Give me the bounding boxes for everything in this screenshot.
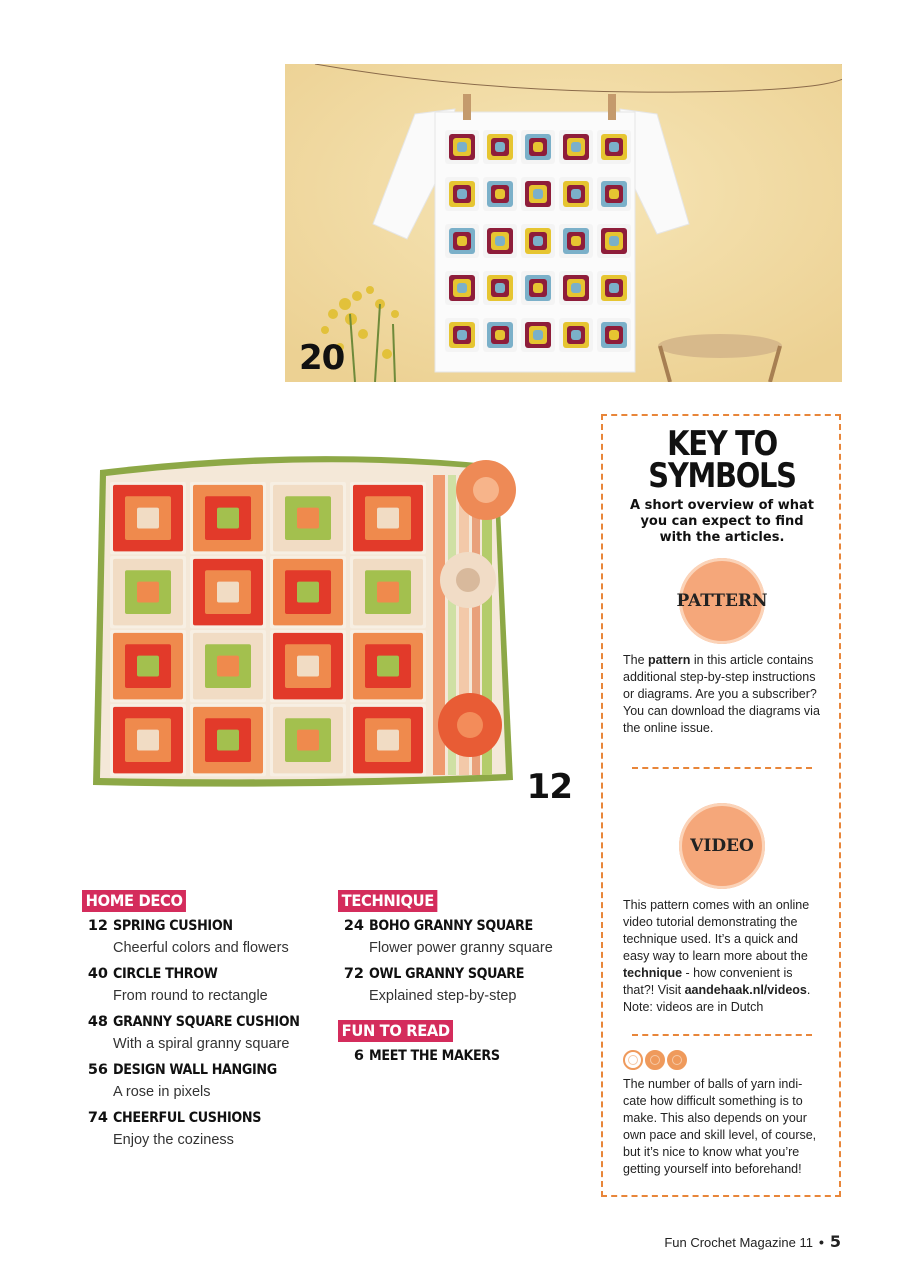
toc-description: Cheerful colors and flowers (113, 940, 289, 956)
toc-entry[interactable] (338, 916, 568, 960)
granny-square-shape (571, 236, 581, 246)
page-ref-12: 12 (526, 767, 572, 807)
yarn-balls-icon (623, 1050, 821, 1070)
cushion-square-shape (297, 656, 319, 677)
pattern-badge-label: PATTERN (676, 591, 768, 611)
toc-page-number: 40 (87, 966, 108, 982)
toc-title: GRANNY SQUARE CUSHION (113, 1014, 300, 1030)
toc-home-deco (82, 890, 332, 1152)
toc-entry[interactable] (338, 1046, 568, 1066)
toc-entry-body (369, 964, 568, 1008)
pattern-text-end: in this article contains additional step-by-step instructions or diagrams. Are you a subscriber? You can download the diagrams via the online issue. (623, 653, 820, 735)
toc-title: DESIGN WALL HANGING (113, 1062, 277, 1078)
cushion-square-shape (137, 582, 159, 603)
cushion-square-shape (377, 508, 399, 529)
granny-square-shape (533, 283, 543, 293)
granny-square-shape (571, 283, 581, 293)
yarn-ball-icon (667, 1050, 687, 1070)
cushion-square-shape (377, 656, 399, 677)
video-text-end: . Note: videos are in Dutch (623, 983, 811, 1014)
toc-description: Explained step-by-step (369, 988, 517, 1004)
granny-square-shape (609, 189, 619, 199)
toc-page-number: 48 (87, 1014, 108, 1030)
section-heading-technique: TECHNIQUE (338, 890, 438, 912)
video-text-middle: - how convenient is that?! Visit (623, 966, 793, 997)
toc-title: CHEERFUL CUSHIONS (113, 1110, 262, 1126)
granny-square-shape (457, 330, 467, 340)
page-number: 5 (829, 1232, 841, 1251)
granny-square-shape (571, 189, 581, 199)
toc-entry-body (113, 1012, 332, 1056)
toc-title: CIRCLE THROW (113, 966, 218, 982)
toc-description: With a spiral granny square (113, 1036, 290, 1052)
video-text-bold-technique: technique (623, 966, 683, 980)
footer-bullet: • (818, 1234, 824, 1250)
granny-square-shape (533, 236, 543, 246)
toc-entry-body (113, 1060, 332, 1104)
toc-description: Enjoy the coziness (113, 1132, 234, 1148)
granny-square-shape (457, 236, 467, 246)
toc-entry[interactable] (82, 916, 332, 960)
key-title: KEY TO SYMBOLS (648, 424, 796, 496)
granny-square-shape (609, 236, 619, 246)
cushion-square-shape (137, 656, 159, 677)
toc-technique (338, 890, 568, 1066)
pattern-badge-icon (676, 558, 768, 644)
section-heading-home-deco: HOME DECO (82, 890, 186, 912)
pattern-description (623, 652, 821, 737)
granny-square-shape (457, 189, 467, 199)
granny-square-shape (457, 142, 467, 152)
toc-description: Flower power granny square (369, 940, 553, 956)
key-subtitle: A short overview of what you can expect to find with the articles. (630, 498, 814, 545)
pattern-text-bold: pattern (648, 653, 691, 667)
cushion-square-shape (217, 582, 239, 603)
granny-square-shape (495, 236, 505, 246)
video-badge-icon (679, 803, 765, 889)
cushion-square-shape (297, 582, 319, 603)
cushion-square-shape (297, 730, 319, 751)
video-text-start: This pattern comes with an online video tutorial demonstrating the technique used. It’s a quick and easy way to learn more about the (623, 898, 810, 963)
section-heading-fun-to-read: FUN TO READ (338, 1020, 453, 1042)
video-description (623, 897, 821, 1016)
granny-square-shape (609, 283, 619, 293)
toc-page-number: 24 (343, 918, 364, 934)
toc-entry[interactable] (82, 1108, 332, 1152)
photo-spring-cushion (8, 430, 578, 815)
granny-square-shape (495, 330, 505, 340)
page-ref-20: 20 (299, 338, 345, 378)
granny-square-shape (457, 283, 467, 293)
key-divider (632, 1034, 812, 1036)
toc-entry-body (113, 964, 332, 1008)
toc-title: OWL GRANNY SQUARE (369, 966, 525, 982)
toc-entry-body (113, 1108, 332, 1152)
cushion-square-shape (217, 730, 239, 751)
toc-page-number: 56 (87, 1062, 108, 1078)
magazine-name: Fun Crochet Magazine 11 (664, 1235, 813, 1250)
yarn-ball-icon (623, 1050, 643, 1070)
toc-title: BOHO GRANNY SQUARE (369, 918, 533, 934)
toc-entry-body (369, 916, 568, 960)
toc-entry[interactable] (82, 1060, 332, 1104)
cushion-square-shape (377, 582, 399, 603)
cushion-square-shape (297, 508, 319, 529)
cushion-square-shape (137, 730, 159, 751)
cushion-square-shape (137, 508, 159, 529)
toc-entry[interactable] (82, 964, 332, 1008)
toc-page-number: 12 (87, 918, 108, 934)
cushion-square-shape (377, 730, 399, 751)
cushion-square-shape (217, 656, 239, 677)
cushion-square-shape (217, 508, 239, 529)
toc-page-number: 6 (353, 1048, 364, 1064)
granny-square-shape (495, 189, 505, 199)
toc-page-number: 72 (343, 966, 364, 982)
video-link-text: aandehaak.nl/videos (684, 983, 807, 997)
toc-entry[interactable] (82, 1012, 332, 1056)
granny-square-shape (571, 330, 581, 340)
granny-square-shape (609, 142, 619, 152)
toc-title: MEET THE MAKERS (369, 1048, 500, 1064)
toc-page-number: 74 (87, 1110, 108, 1126)
granny-square-shape (533, 189, 543, 199)
toc-entry[interactable] (338, 964, 568, 1008)
toc-description: A rose in pixels (113, 1084, 211, 1100)
toc-title: SPRING CUSHION (113, 918, 233, 934)
photo-granny-square-top (285, 64, 842, 382)
key-divider (632, 767, 812, 769)
yarn-ball-icon (645, 1050, 665, 1070)
granny-square-shape (533, 330, 543, 340)
video-badge-label: VIDEO (690, 836, 754, 856)
difficulty-description: The number of balls of yarn indi-cate how difficult something is to make. This also depends on your own pace and skill level, of course, but it’s nice to know what you’re getting yourself into beforehand! (623, 1077, 817, 1176)
granny-square-shape (609, 330, 619, 340)
key-to-symbols-box (601, 414, 841, 1197)
toc-entry-body (369, 1046, 568, 1066)
page-footer (664, 1232, 841, 1251)
granny-square-shape (533, 142, 543, 152)
pattern-text-start: The (623, 653, 649, 667)
granny-square-shape (495, 142, 505, 152)
toc-description: From round to rectangle (113, 988, 268, 1004)
granny-square-shape (571, 142, 581, 152)
toc-entry-body (113, 916, 332, 960)
granny-square-shape (495, 283, 505, 293)
